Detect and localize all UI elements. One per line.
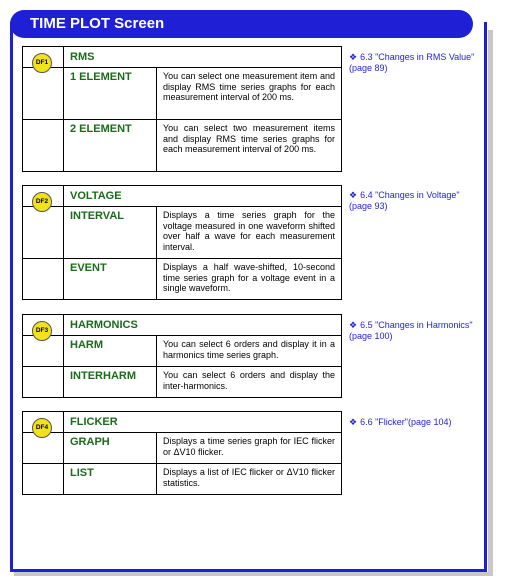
table-row xyxy=(23,258,341,299)
row-description: Displays a time series graph for IEC flicker or ΔV10 flicker. xyxy=(163,436,335,457)
section-header xyxy=(23,315,341,336)
row-label: 2 ELEMENT xyxy=(64,120,157,171)
table-row xyxy=(23,336,341,366)
row-description: Displays a half wave-shifted, 10-second time series graph for a voltage event in a single waveform. xyxy=(163,262,335,293)
row-label: INTERHARM xyxy=(64,367,157,397)
row-description: You can select two measurement items and display RMS time series graphs for each measurement interval of 200 ms. xyxy=(163,123,335,154)
section-header xyxy=(23,186,341,207)
row-label: 1 ELEMENT xyxy=(64,68,157,119)
df1-badge-icon: DF1 xyxy=(32,53,52,73)
page-reference-link[interactable]: ❖ 6.3 "Changes in RMS Value"(page 89) xyxy=(349,52,475,73)
page-reference-link[interactable]: ❖ 6.5 "Changes in Harmonics"(page 100) xyxy=(349,320,473,341)
table-row xyxy=(23,433,341,463)
row-description: Displays a time series graph for the voltage measured in one waveform shifted over half a wave for each measurement interval. xyxy=(163,210,335,252)
row-label: EVENT xyxy=(64,259,157,299)
df2-badge-icon: DF2 xyxy=(32,192,52,212)
page-reference-link[interactable]: ❖ 6.6 "Flicker"(page 104) xyxy=(349,417,452,427)
section-flicker xyxy=(22,411,342,495)
row-label: LIST xyxy=(64,464,157,494)
page-reference-link[interactable]: ❖ 6.4 "Changes in Voltage"(page 93) xyxy=(349,190,460,211)
table-row xyxy=(23,119,341,171)
section-heading: VOLTAGE xyxy=(70,190,122,202)
df4-badge-icon: DF4 xyxy=(32,418,52,438)
row-label: INTERVAL xyxy=(64,207,157,258)
row-description: Displays a list of IEC flicker or ΔV10 flicker statistics. xyxy=(163,467,335,488)
df3-badge-icon: DF3 xyxy=(32,321,52,341)
row-label: GRAPH xyxy=(64,433,157,463)
section-heading: HARMONICS xyxy=(70,319,138,331)
row-label: HARM xyxy=(64,336,157,366)
table-row xyxy=(23,207,341,258)
section-harmonics xyxy=(22,314,342,398)
table-row xyxy=(23,68,341,119)
frame-shadow-right xyxy=(488,30,493,575)
table-row xyxy=(23,463,341,494)
row-description: You can select one measurement item and display RMS time series graphs for each measurement interval of 200 ms. xyxy=(163,71,335,102)
section-header xyxy=(23,47,341,68)
section-voltage xyxy=(22,185,342,300)
frame-shadow-bottom xyxy=(14,572,493,576)
row-description: You can select 6 orders and display the inter-harmonics. xyxy=(163,370,335,391)
page-title: TIME PLOT Screen xyxy=(10,10,473,38)
section-heading: FLICKER xyxy=(70,416,118,428)
section-rms xyxy=(22,46,342,172)
row-description: You can select 6 orders and display it in a harmonics time series graph. xyxy=(163,339,335,360)
section-heading: RMS xyxy=(70,51,95,63)
section-header xyxy=(23,412,341,433)
table-row xyxy=(23,366,341,397)
